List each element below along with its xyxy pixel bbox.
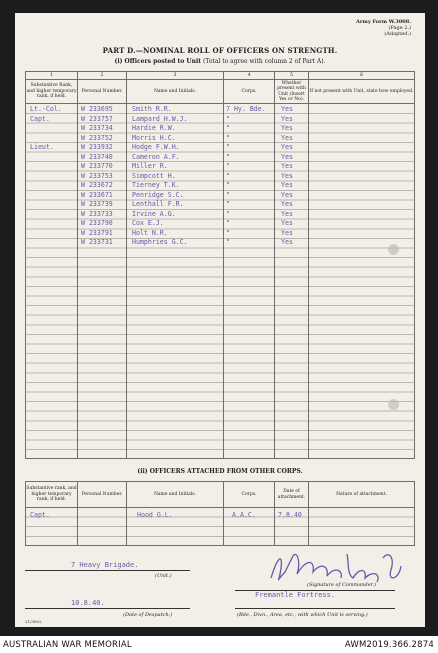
attached-corps: A.A.C. bbox=[232, 511, 256, 519]
unit-value: 7 Heavy Brigade. bbox=[71, 561, 139, 569]
officer-corps: " bbox=[226, 171, 230, 180]
officer-rank bbox=[30, 172, 77, 182]
rank-column bbox=[26, 104, 78, 459]
attached-rank: Capt. bbox=[30, 511, 50, 519]
rank-header: Substantive Rank, and higher temporary rank, if held. bbox=[26, 80, 78, 104]
not-present-column bbox=[309, 104, 415, 459]
officer-present: Yes bbox=[281, 238, 293, 246]
signature-label: (Signature of Commander.) bbox=[307, 582, 377, 588]
officer-corps: " bbox=[226, 238, 230, 246]
officer-rank: Capt. bbox=[30, 114, 50, 123]
attached-header-row bbox=[26, 482, 415, 508]
column-number: 6 bbox=[309, 72, 415, 80]
officer-rank: Lieut. bbox=[30, 143, 54, 151]
officer-rank bbox=[30, 134, 77, 144]
officer-rank bbox=[30, 238, 77, 248]
officer-number: W 233757 bbox=[81, 114, 113, 123]
attached-number-cell bbox=[78, 508, 127, 546]
officer-rank bbox=[30, 124, 77, 134]
officer-rank: Lt.-Col. bbox=[30, 105, 62, 113]
attached-number-header: Personal Number. bbox=[78, 482, 127, 508]
officer-present: Yes bbox=[281, 105, 293, 113]
officer-rank bbox=[30, 181, 77, 191]
present-header: Whether present with Unit (Insert Yes or No). bbox=[275, 80, 309, 104]
officer-name: Penridge S.C. bbox=[132, 190, 184, 199]
officer-number: W 233672 bbox=[81, 181, 113, 189]
corps-header: Corps. bbox=[224, 80, 275, 104]
officer-present: Yes bbox=[281, 171, 293, 180]
column-number: 1 bbox=[26, 72, 78, 80]
date-line bbox=[25, 608, 190, 609]
form-page bbox=[15, 13, 425, 627]
officers-roll-table bbox=[25, 71, 415, 459]
attached-name-cell bbox=[127, 508, 224, 546]
officer-present: Yes bbox=[281, 133, 293, 142]
corps-list bbox=[224, 104, 274, 248]
officer-corps: " bbox=[226, 190, 230, 199]
officer-number: W 233932 bbox=[81, 143, 113, 151]
officer-number: W 233739 bbox=[81, 200, 113, 208]
officer-number: W 233695 bbox=[81, 105, 113, 113]
archive-reference: AWM2019.366.2874 bbox=[344, 640, 434, 650]
officer-corps: 7 Hy. Bde. bbox=[226, 105, 266, 113]
not-present-header: If not present with Unit, state how employed. bbox=[309, 80, 415, 104]
station-line bbox=[235, 608, 395, 609]
officer-name: Tierney T.K. bbox=[132, 181, 180, 189]
officer-name: Simpcott H. bbox=[132, 171, 176, 180]
station-label: (Bde., Divn., Area, etc., with which Unit is serving.) bbox=[237, 612, 368, 618]
officer-corps: " bbox=[226, 181, 230, 189]
officer-number: W 233791 bbox=[81, 228, 113, 237]
officer-corps: " bbox=[226, 124, 230, 132]
column-number: 3 bbox=[127, 72, 224, 80]
officer-number: W 233770 bbox=[81, 162, 113, 170]
part-subtitle bbox=[15, 58, 425, 65]
officer-corps: " bbox=[226, 228, 230, 237]
subtitle-bold: (i) Officers posted to Unit bbox=[114, 58, 202, 65]
station-value: Fremantle Fortress. bbox=[255, 591, 336, 599]
officer-name: Lenthall F.R. bbox=[132, 200, 184, 208]
officer-present: Yes bbox=[281, 114, 293, 123]
officer-corps: " bbox=[226, 162, 230, 170]
officer-corps: " bbox=[226, 114, 230, 123]
attached-date-cell bbox=[275, 508, 309, 546]
page-number-text: (Page 2.) bbox=[388, 25, 411, 31]
number-list bbox=[78, 104, 126, 248]
officer-name: Cox E.J. bbox=[132, 219, 164, 227]
officer-number: W 233790 bbox=[81, 219, 113, 227]
officer-name: Irvine A.G. bbox=[132, 209, 176, 218]
officer-present: Yes bbox=[281, 162, 293, 170]
officer-present: Yes bbox=[281, 124, 293, 132]
attached-date: 7.8.40 bbox=[278, 511, 302, 519]
attached-rank-cell bbox=[26, 508, 78, 546]
officer-rank bbox=[30, 191, 77, 201]
date-label: (Date of Despatch.) bbox=[123, 612, 173, 618]
attached-number bbox=[78, 508, 126, 511]
officer-present: Yes bbox=[281, 143, 293, 151]
unit-label: (Unit.) bbox=[155, 573, 172, 579]
archive-caption: AUSTRALIAN WAR MEMORIAL bbox=[3, 640, 132, 650]
attached-corps-cell bbox=[224, 508, 275, 546]
officer-rank bbox=[30, 153, 77, 163]
officer-name: Holt N.R. bbox=[132, 228, 168, 237]
officer-present: Yes bbox=[281, 209, 293, 218]
officer-rank bbox=[30, 200, 77, 210]
officer-number: W 233752 bbox=[81, 133, 113, 142]
officer-rank bbox=[30, 219, 77, 229]
present-column bbox=[275, 104, 309, 459]
officer-name: Lampard H.W.J. bbox=[132, 114, 188, 123]
attached-date-header: Date of attachment. bbox=[275, 482, 309, 508]
corps-column bbox=[224, 104, 275, 459]
number-column bbox=[78, 104, 127, 459]
officer-number: W 233740 bbox=[81, 152, 113, 161]
officer-present: Yes bbox=[281, 228, 293, 237]
adapted-text: (Adapted.) bbox=[384, 31, 411, 37]
officer-present: Yes bbox=[281, 190, 293, 199]
attached-name: Hood G.L. bbox=[137, 511, 173, 519]
column-number: 5 bbox=[275, 72, 309, 80]
form-number-text: Army Form W.3008. bbox=[356, 19, 411, 25]
officer-rank bbox=[30, 229, 77, 239]
attached-nature-header: Nature of attachment. bbox=[309, 482, 415, 508]
officer-name: Cameron A.F. bbox=[132, 152, 180, 161]
officer-corps: " bbox=[226, 200, 230, 208]
number-header: Personal Number. bbox=[78, 80, 127, 104]
subtitle-rest: (Total to agree with column 2 of Part A). bbox=[201, 58, 326, 65]
officer-name: Humphries G.C. bbox=[132, 238, 188, 246]
present-list bbox=[275, 104, 308, 248]
officer-rank bbox=[30, 210, 77, 220]
attached-name-header: Name and Initials. bbox=[127, 482, 224, 508]
column-number: 4 bbox=[224, 72, 275, 80]
despatch-date-value: 10.8.40. bbox=[71, 599, 105, 607]
attached-corps-header: Corps. bbox=[224, 482, 275, 508]
officer-number: W 233671 bbox=[81, 190, 113, 199]
unit-line bbox=[25, 570, 190, 571]
officer-present: Yes bbox=[281, 219, 293, 227]
attached-rank-header: Substantive rank, and higher temporary rank, if held. bbox=[26, 482, 78, 508]
officer-corps: " bbox=[226, 133, 230, 142]
column-number: 2 bbox=[78, 72, 127, 80]
attached-section-title: (ii) OFFICERS ATTACHED FROM OTHER CORPS. bbox=[137, 468, 303, 475]
header-row bbox=[26, 80, 415, 104]
officer-name: Hardie R.W. bbox=[132, 124, 176, 132]
officer-number: W 233733 bbox=[81, 209, 113, 218]
name-column bbox=[127, 104, 224, 459]
officer-name: Miller R. bbox=[132, 162, 168, 170]
form-print-number: 21/3802 bbox=[25, 619, 42, 624]
commander-signature bbox=[263, 548, 408, 586]
attached-nature-cell bbox=[309, 508, 415, 546]
attached-row bbox=[26, 508, 415, 546]
officer-name: Hodge F.W.H. bbox=[132, 143, 180, 151]
officer-number: W 233731 bbox=[81, 238, 113, 246]
officer-name: Morris H.C. bbox=[132, 133, 176, 142]
officer-present: Yes bbox=[281, 181, 293, 189]
officer-rank bbox=[30, 162, 77, 172]
name-list bbox=[127, 104, 223, 248]
officer-corps: " bbox=[226, 143, 230, 151]
officer-present: Yes bbox=[281, 152, 293, 161]
rank-list bbox=[26, 104, 77, 257]
name-header: Name and Initials. bbox=[127, 80, 224, 104]
roll-body bbox=[26, 104, 415, 459]
form-reference bbox=[356, 19, 411, 37]
officer-corps: " bbox=[226, 209, 230, 218]
part-title: PART D.—NOMINAL ROLL OF OFFICERS ON STRENGTH. bbox=[102, 46, 338, 55]
officer-name: Smith R.R. bbox=[132, 105, 172, 113]
officer-number: W 233734 bbox=[81, 124, 113, 132]
column-number-row bbox=[26, 72, 415, 80]
officer-rank bbox=[30, 248, 77, 258]
attached-officers-table bbox=[25, 481, 415, 546]
officer-number: W 233753 bbox=[81, 171, 113, 180]
officer-corps: " bbox=[226, 219, 230, 227]
officer-corps: " bbox=[226, 152, 230, 161]
officer-present: Yes bbox=[281, 200, 293, 208]
